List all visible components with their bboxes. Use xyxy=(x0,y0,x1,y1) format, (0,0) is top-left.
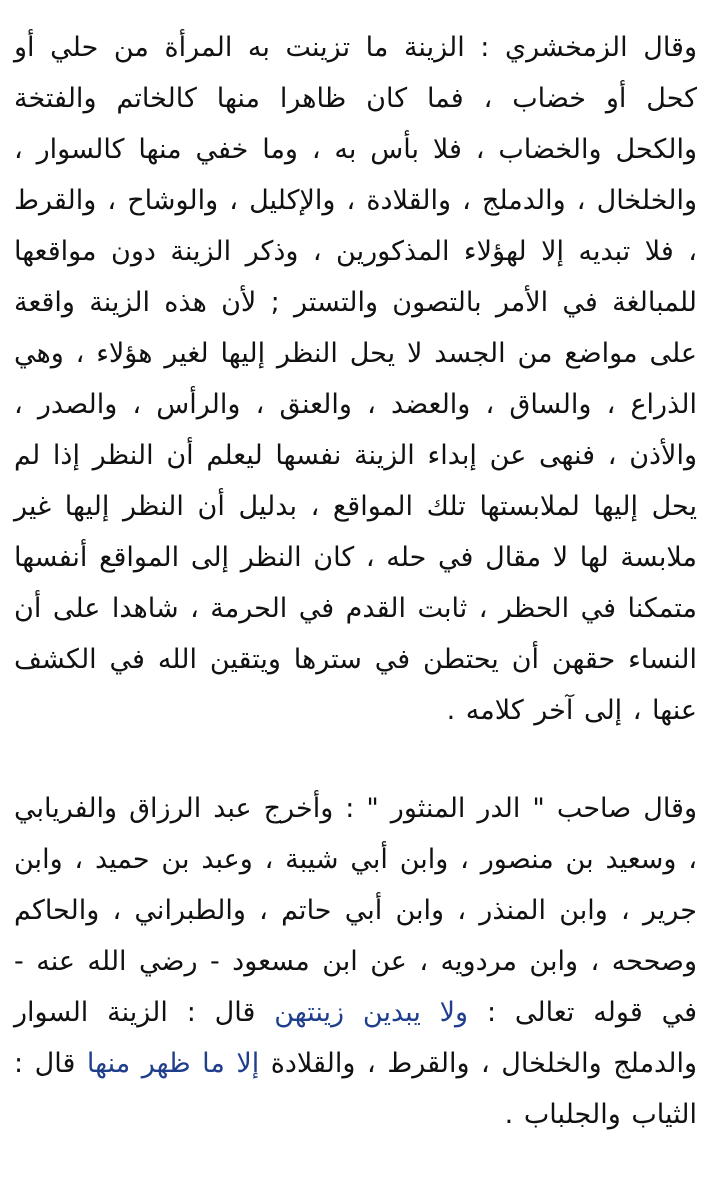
paragraph-text-part-2: قال : الزينة السوار والدملج والخلخال ، والقرط ، والقلادة xyxy=(14,997,697,1079)
quran-verse-highlight-1[interactable]: ولا يبدين زينتهن xyxy=(274,997,469,1028)
durr-manthur-paragraph xyxy=(14,783,697,1140)
paragraph-text-part-1: وقال صاحب " الدر المنثور " : وأخرج عبد الرزاق والفريابي ، وسعيد بن منصور ، وابن أبي شيبة ، وعبد بن حميد ، وابن جرير ، وابن المنذر ، وابن أبي حاتم ، والطبراني ، والحاكم وصححه ، وابن مردويه ، عن ابن مسعود - رضي الله عنه - في قوله تعالى : xyxy=(14,793,697,1028)
zamakhshari-paragraph: وقال الزمخشري : الزينة ما تزينت به المرأة من حلي أو كحل أو خضاب ، فما كان ظاهرا منها كالخاتم والفتخة والكحل والخضاب ، فلا بأس به ، وما خفي منها كالسوار ، والخلخال ، والدملج ، والقلادة ، والإكليل ، والوشاح ، والقرط ، فلا تبديه إلا لهؤلاء المذكورين ، وذكر الزينة دون مواقعها للمبالغة في الأمر بالتصون والتستر ; لأن هذه الزينة واقعة على مواضع من الجسد لا يحل النظر إليها لغير هؤلاء ، وهي الذراع ، والساق ، والعضد ، والعنق ، والرأس ، والصدر ، والأذن ، فنهى عن إبداء الزينة نفسها ليعلم أن النظر إذا لم يحل إليها لملابستها تلك المواقع ، بدليل أن النظر إليها غير ملابسة لها لا مقال في حله ، كان النظر إلى المواقع أنفسها متمكنا في الحظر ، ثابت القدم في الحرمة ، شاهدا على أن النساء حقهن أن يحتطن في سترها ويتقين الله في الكشف عنها ، إلى آخر كلامه . xyxy=(14,32,697,726)
paragraph-text-part-3: قال : الثياب والجلباب . xyxy=(14,1048,697,1130)
quran-verse-highlight-2[interactable]: إلا ما ظهر منها xyxy=(86,1048,260,1079)
